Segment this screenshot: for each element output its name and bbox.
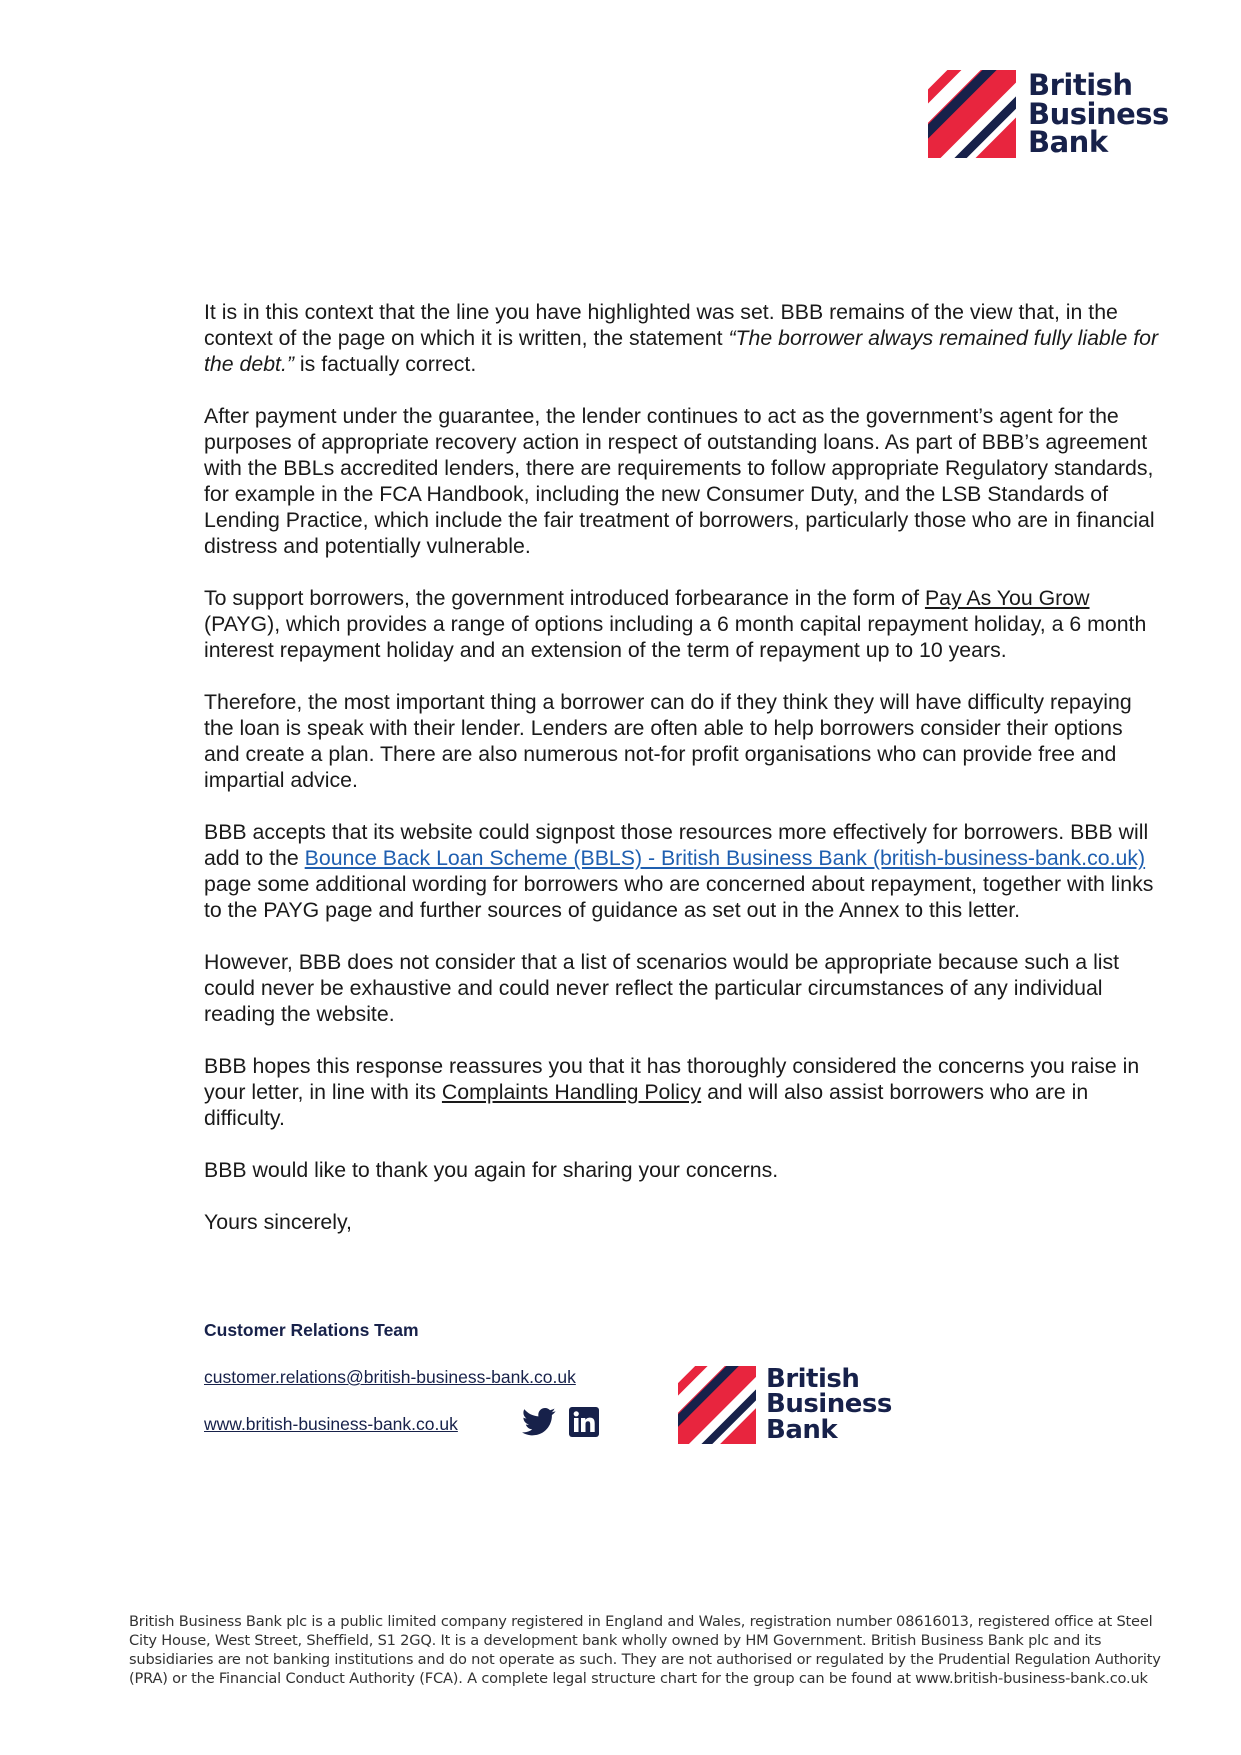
brand-line-1: British <box>1028 68 1133 103</box>
bbls-page-link[interactable]: Bounce Back Loan Scheme (BBLS) - British Business Bank (british-business-bank.co.uk) <box>304 846 1146 870</box>
union-flag-mark-icon <box>928 70 1016 158</box>
brand-logo <box>928 70 1169 158</box>
payg-link[interactable]: Pay As You Grow <box>924 586 1090 610</box>
paragraph-7: BBB hopes this response reassures you that it has thoroughly considered the concerns you raise in your letter, in line with its Complaints Handling Policy and will also assist borrowers who are in difficulty. <box>204 1054 1140 1130</box>
brand-line-1: British <box>766 1363 860 1394</box>
signature-logo <box>678 1363 892 1445</box>
linkedin-icon[interactable] <box>569 1407 599 1437</box>
email-link[interactable]: customer.relations@british-business-bank.co.uk <box>204 1367 576 1387</box>
legal-footer: British Business Bank plc is a public limited company registered in England and Wales, registration number 08616013, registered office at Steel City House, West Street, Sheffield, S1 2GQ. It is a development bank wholly owned by HM Government. British Business Bank plc and its subsidiaries are not banking institutions and do not operate as such. They are not authorised or regulated by the Prudential Regulation Authority (PRA) or the Financial Conduct Authority (FCA). A complete legal structure chart for the group can be found at www.british-business-bank.co.uk <box>129 1613 1161 1687</box>
complaints-policy-link[interactable]: Complaints Handling Policy <box>441 1080 702 1104</box>
paragraph-8: BBB would like to thank you again for sharing your concerns. <box>204 1158 779 1182</box>
brand-wordmark <box>766 1363 892 1445</box>
quoted-statement: “The borrower always remained fully liable for the debt.” <box>204 326 1159 376</box>
paragraph-4: Therefore, the most important thing a borrower can do if they think they will have difficulty repaying the loan is speak with their lender. Lenders are often able to help borrowers consider their options and create a plan. There are also numerous not-for profit organisations who can provide free and impartial advice. <box>204 690 1132 792</box>
paragraph-2: After payment under the guarantee, the lender continues to act as the government’s agent for the purposes of appropriate recovery action in respect of outstanding loans. As part of BBB’s agreement with the BBLs accredited lenders, there are requirements to follow appropriate Regulatory standards, for example in the FCA Handbook, including the new Consumer Duty, and the LSB Standards of Lending Practice, which include the fair treatment of borrowers, particularly those who are in financial distress and potentially vulnerable. <box>204 404 1155 558</box>
twitter-icon[interactable] <box>522 1407 556 1437</box>
brand-line-2: Business <box>1028 96 1169 131</box>
signature-team: Customer Relations Team <box>204 1320 419 1340</box>
paragraph-1: It is in this context that the line you have highlighted was set. BBB remains of the view that, in the context of the page on which it is written, the statement “The borrower always remained fully liable for the debt.” is factually correct. <box>204 300 1159 376</box>
closing: Yours sincerely, <box>204 1210 352 1234</box>
letter-body <box>204 299 1164 1261</box>
website-link[interactable]: www.british-business-bank.co.uk <box>204 1414 458 1434</box>
union-flag-mark-icon <box>678 1366 756 1444</box>
brand-wordmark <box>1028 68 1169 160</box>
paragraph-6: However, BBB does not consider that a list of scenarios would be appropriate because such a list could never be exhaustive and could never reflect the particular circumstances of any individual reading the website. <box>204 950 1120 1026</box>
paragraph-5: BBB accepts that its website could signpost those resources more effectively for borrowers. BBB will add to the Bounce Back Loan Scheme (BBLS) - British Business Bank (british-business-bank.co.uk) page some additional wording for borrowers who are concerned about repayment, together with links to the PAYG page and further sources of guidance as set out in the Annex to this letter. <box>204 820 1154 922</box>
brand-line-2: Business <box>766 1389 892 1420</box>
brand-line-3: Bank <box>766 1414 838 1445</box>
brand-line-3: Bank <box>1028 125 1108 160</box>
paragraph-3: To support borrowers, the government introduced forbearance in the form of Pay As You Grow (PAYG), which provides a range of options including a 6 month capital repayment holiday, a 6 month interest repayment holiday and an extension of the term of repayment up to 10 years. <box>204 586 1147 662</box>
